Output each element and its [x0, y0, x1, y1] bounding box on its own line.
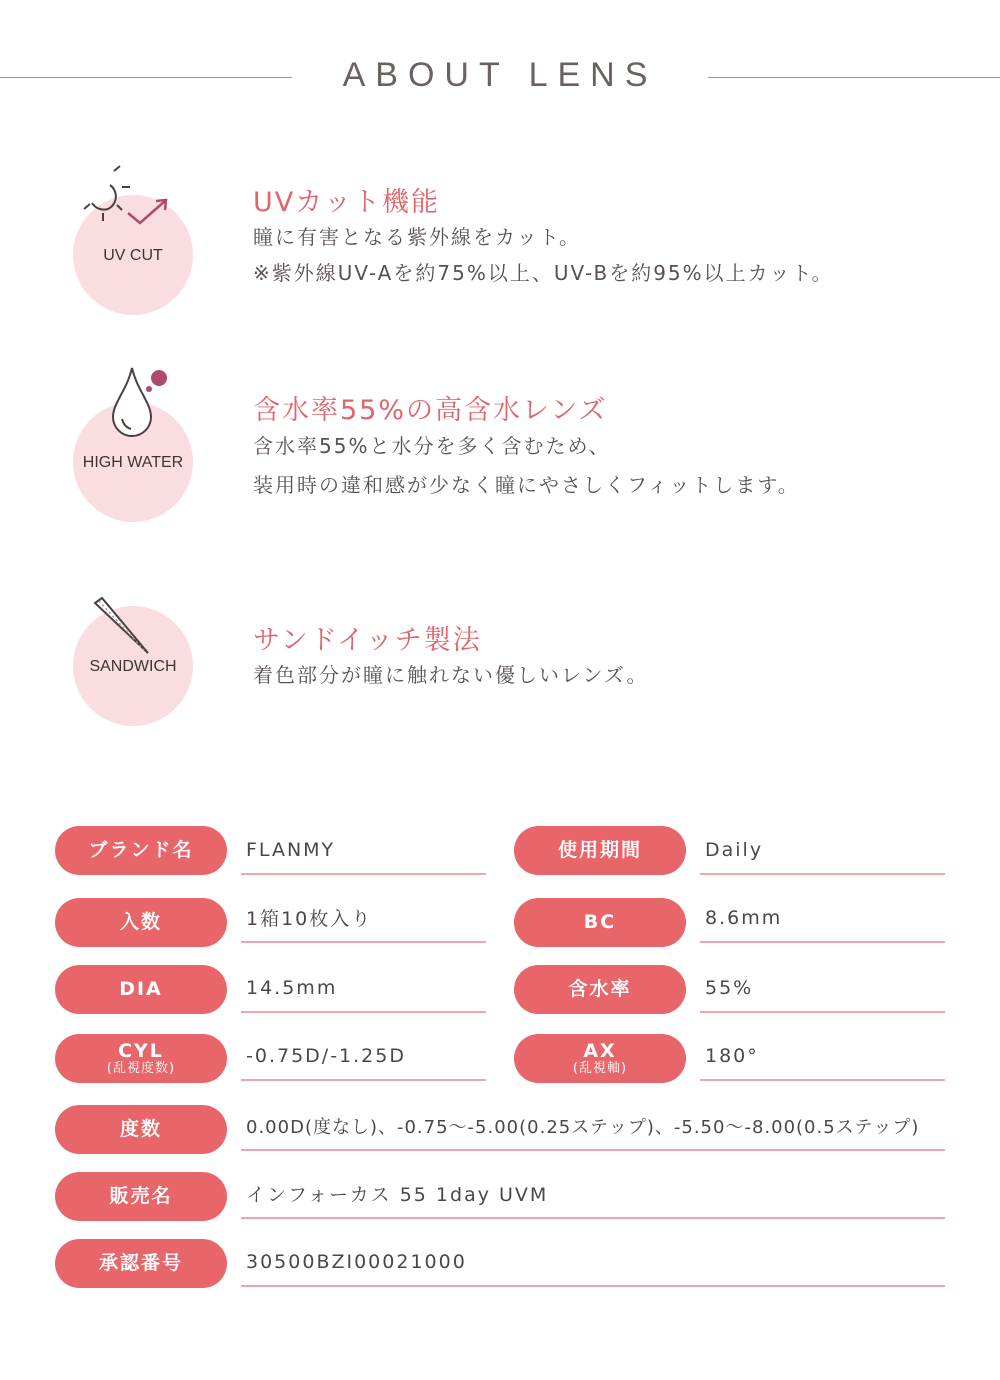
feature-title: UVカット機能	[253, 187, 440, 218]
spec-value-ax: 180°	[700, 1032, 945, 1081]
feature-line: 着色部分が瞳に触れない優しいレンズ。	[253, 663, 649, 687]
lens-layer-icon	[90, 595, 155, 660]
label-text: BC	[583, 911, 617, 933]
spec-value-brand: FLANMY	[241, 826, 486, 875]
feature-body	[253, 657, 649, 693]
label-subtext: (乱視度数)	[106, 1061, 176, 1076]
page-title: ABOUT LENS	[342, 56, 658, 94]
feature-body	[253, 219, 834, 291]
feature-icon-label: HIGH WATER	[82, 454, 184, 471]
feature-line: ※紫外線UV-Aを約75%以上、UV-Bを約95%以上カット。	[253, 261, 834, 285]
spec-label-bc	[514, 898, 686, 947]
spec-label-dia	[55, 965, 227, 1014]
label-text: DIA	[119, 978, 163, 1000]
label-text: CYL	[118, 1040, 164, 1062]
label-text: 入数	[119, 911, 162, 933]
spec-label-water	[514, 965, 686, 1014]
label-text: 含水率	[568, 978, 632, 1000]
spec-value-count: 1箱10枚入り	[241, 894, 486, 943]
spec-value-power: 0.00D(度なし)、-0.75～-5.00(0.25ステップ)、-5.50～-8.00(0.5ステップ)	[241, 1102, 945, 1151]
label-text: 使用期間	[557, 839, 642, 861]
spec-value-approval: 30500BZI00021000	[241, 1238, 945, 1287]
feature-line: 装用時の違和感が少なく瞳にやさしくフィットします。	[253, 473, 800, 497]
label-text: AX	[583, 1040, 617, 1062]
spec-value-cyl: -0.75D/-1.25D	[241, 1032, 486, 1081]
spec-label-approval	[55, 1239, 227, 1288]
spec-label-count	[55, 898, 227, 947]
feature-line: 含水率55%と水分を多く含むため、	[253, 434, 611, 458]
spec-value-sales: インフォーカス 55 1day UVM	[241, 1170, 945, 1219]
spec-label-sales	[55, 1172, 227, 1221]
spec-label-cyl	[55, 1034, 227, 1083]
label-text: 承認番号	[98, 1252, 183, 1274]
label-text: ブランド名	[88, 839, 194, 861]
label-text: 度数	[119, 1118, 162, 1140]
label-subtext: (乱視軸)	[572, 1061, 628, 1076]
spec-label-ax	[514, 1034, 686, 1083]
spec-label-period	[514, 826, 686, 875]
spec-value-water: 55%	[700, 964, 945, 1013]
spec-value-bc: 8.6mm	[700, 894, 945, 943]
feature-title: 含水率55%の高含水レンズ	[253, 395, 608, 426]
feature-body	[253, 427, 800, 505]
spec-label-brand	[55, 826, 227, 875]
feature-line: 瞳に有害となる紫外線をカット。	[253, 225, 581, 249]
sun-arrow-icon	[80, 165, 175, 230]
water-drop-icon	[105, 365, 175, 440]
spec-value-dia: 14.5mm	[241, 964, 486, 1013]
feature-icon-label: UV CUT	[103, 247, 163, 264]
label-text: 販売名	[109, 1185, 173, 1207]
feature-icon-label: SANDWICH	[89, 658, 177, 675]
spec-label-power	[55, 1105, 227, 1154]
feature-title: サンドイッチ製法	[253, 625, 482, 656]
spec-value-period: Daily	[700, 826, 945, 875]
